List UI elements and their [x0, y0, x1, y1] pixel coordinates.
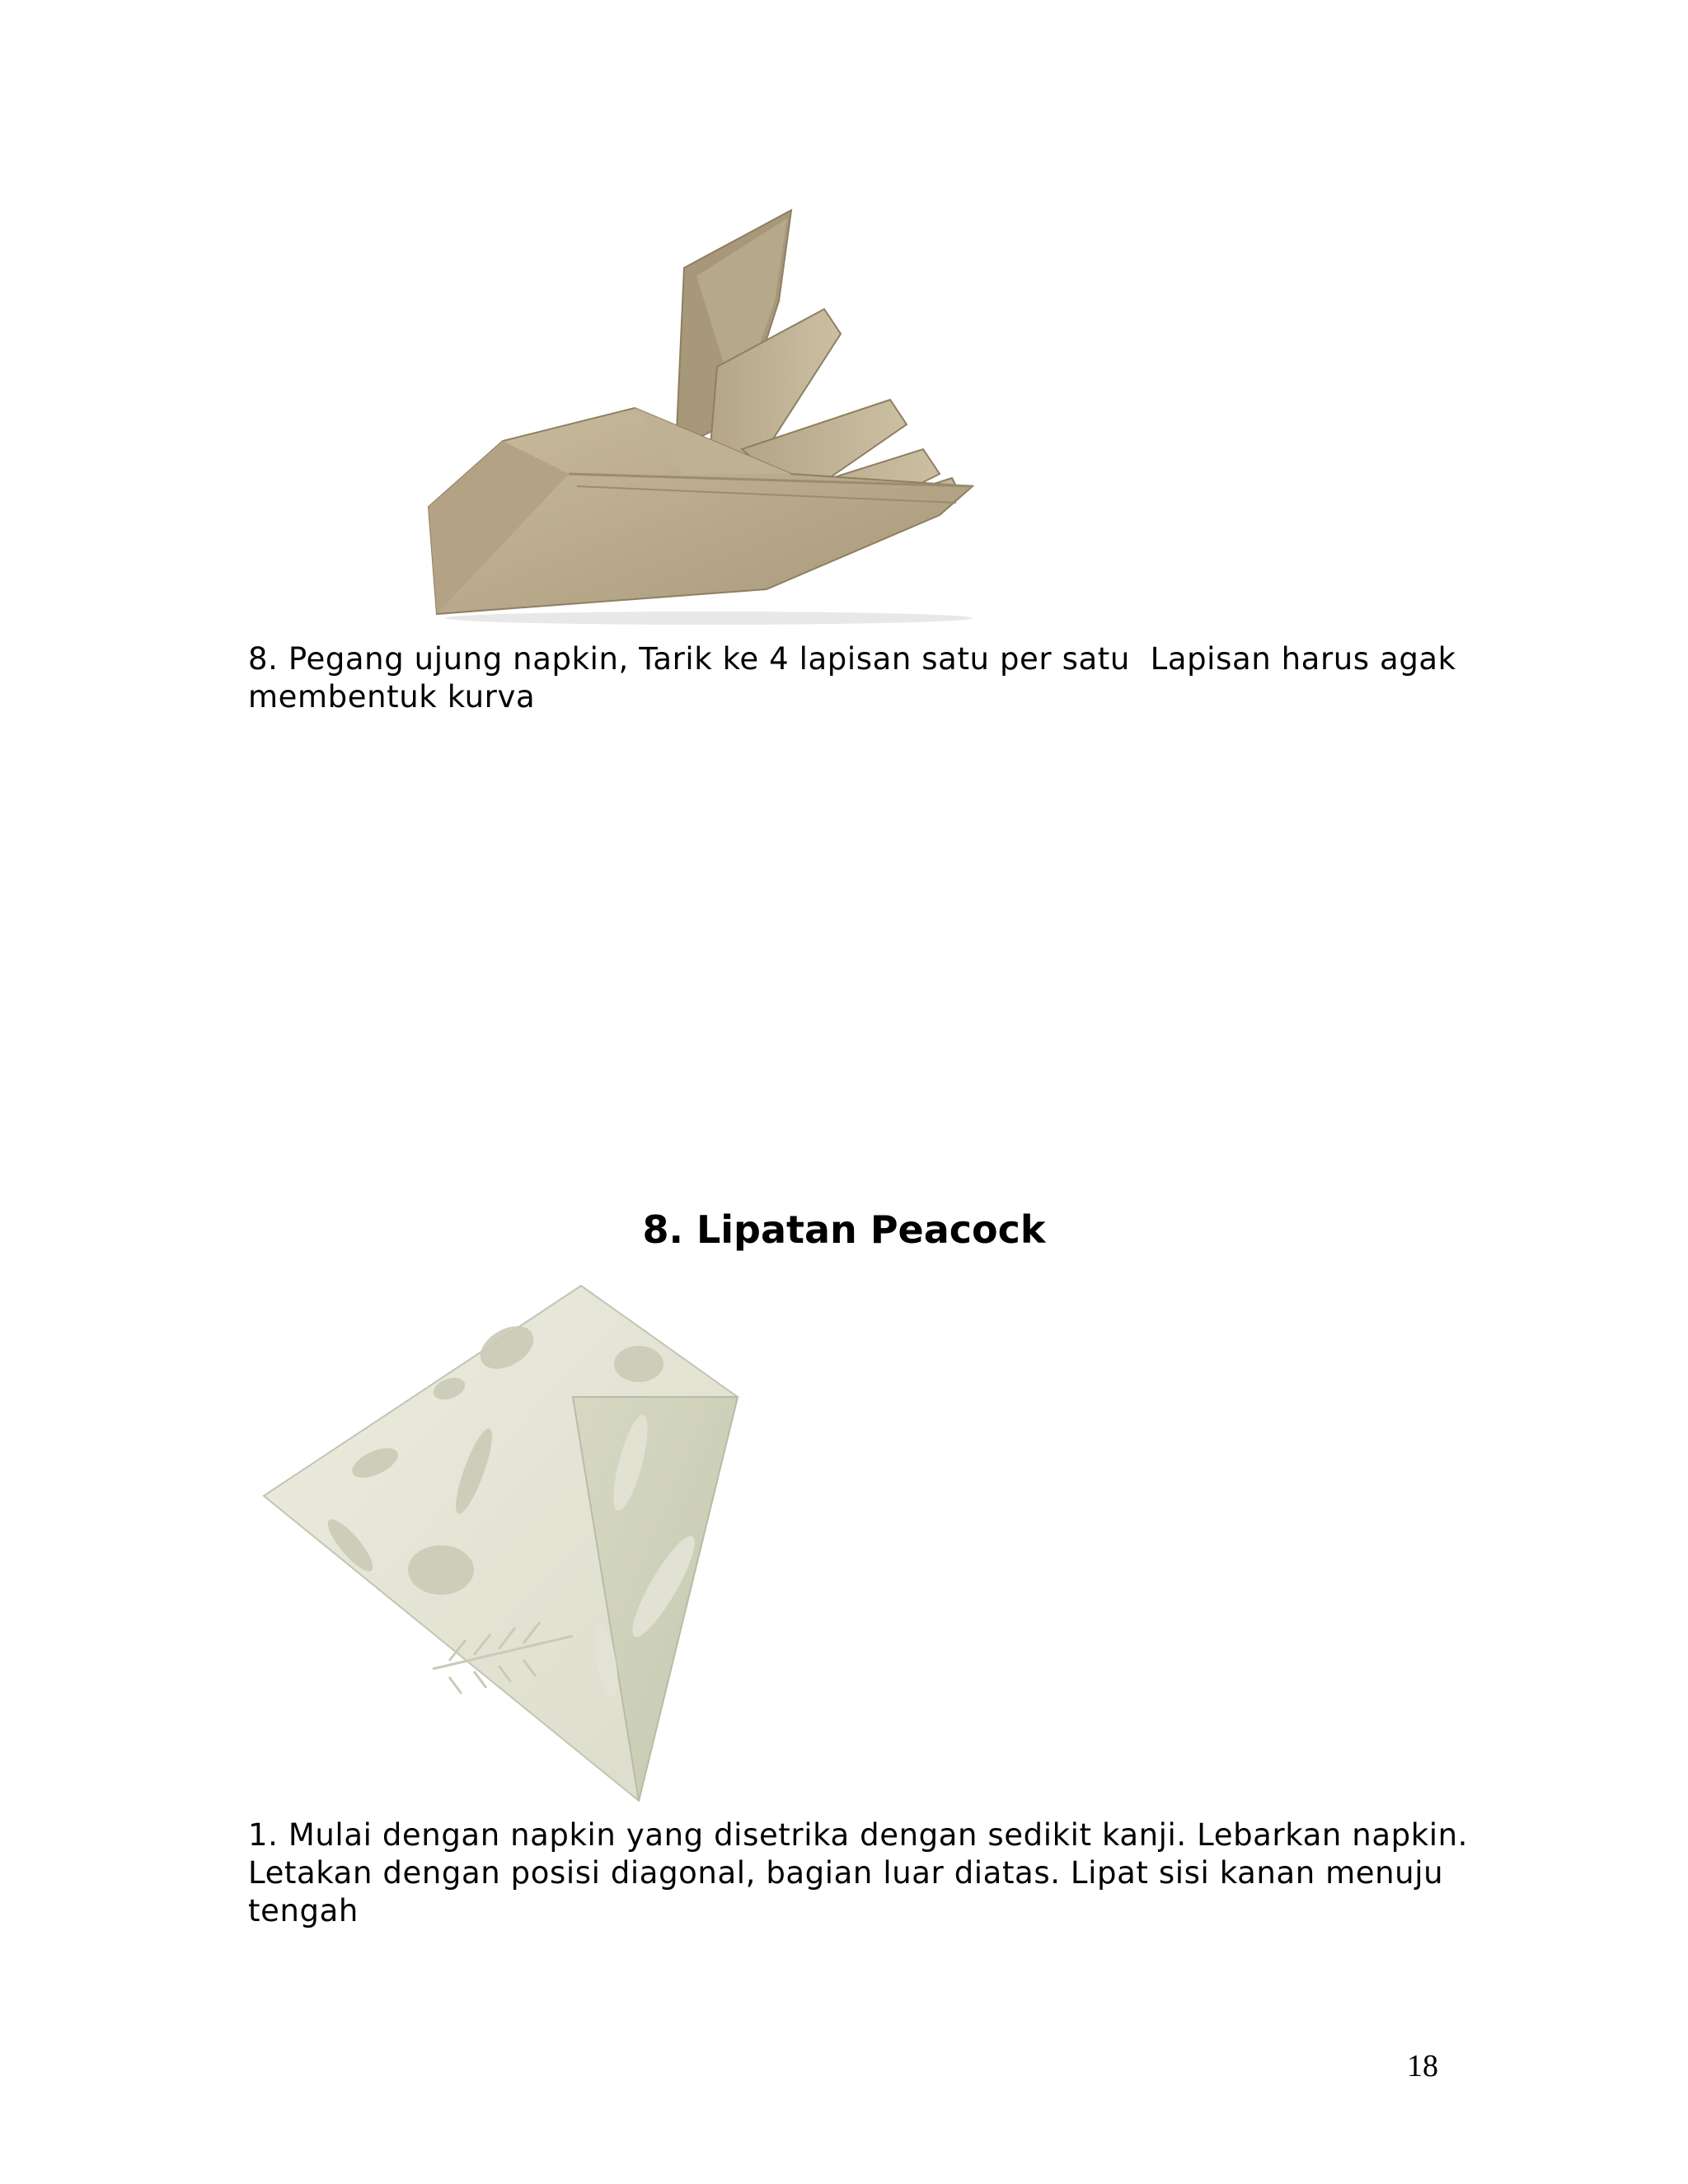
step-8-caption: 8. Pegang ujung napkin, Tarik ke 4 lapisan satu per satu Lapisan harus agak membentuk kurva — [248, 641, 1467, 715]
beige-folded-napkin-photo — [412, 202, 989, 630]
section-heading: 8. Lipatan Peacock — [642, 1207, 1046, 1252]
step-1-caption: 1. Mulai dengan napkin yang disetrika dengan sedikit kanji. Lebarkan napkin. Letakan dengan posisi diagonal, bagian luar diatas. Lipat sisi kanan menuju tengah — [248, 1817, 1479, 1929]
page-number: 18 — [1407, 2049, 1438, 2083]
leaf-pattern-napkin-photo — [251, 1273, 762, 1809]
